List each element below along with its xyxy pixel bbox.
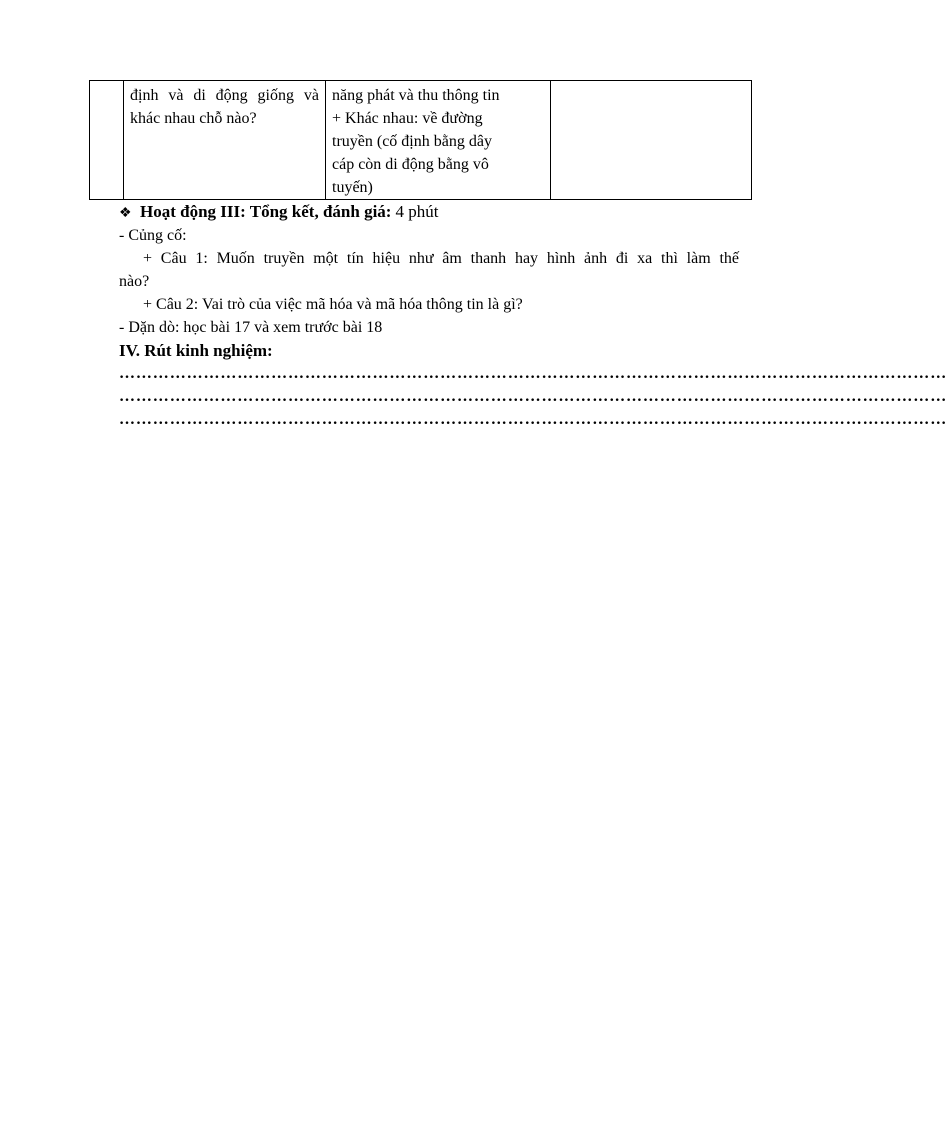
lesson-table	[89, 80, 752, 200]
question-1-line-1: + Câu 1: Muốn truyền một tín hiệu như âm thanh hay hình ảnh đi xa thì làm thế	[143, 250, 739, 267]
lesson-body	[119, 200, 947, 431]
answer-line: tuyến)	[332, 179, 373, 196]
dotted-line: …………………………………………………………………………………………………………………………………	[119, 411, 947, 428]
answer-line: năng phát và thu thông tin	[332, 87, 500, 104]
table-cell-answer	[326, 81, 551, 200]
activity-heading	[119, 200, 739, 224]
question-line: khác nhau chỗ nào?	[130, 110, 257, 127]
question-line: định và di động giống và	[130, 87, 319, 104]
homework-note: - Dặn dò: học bài 17 và xem trước bài 18	[119, 319, 383, 336]
question-1-line-2: nào?	[119, 273, 150, 290]
table-cell-question	[124, 81, 326, 200]
diamond-bullet-icon: ❖	[119, 206, 132, 221]
table-cell-step	[90, 81, 124, 200]
section-iv-title: IV. Rút kinh nghiệm:	[119, 341, 273, 360]
consolidation-label: - Củng cố:	[119, 227, 187, 244]
question-1	[119, 247, 739, 270]
answer-line: truyền (cố định bằng dây	[332, 133, 492, 150]
table-row	[90, 81, 752, 200]
answer-line: cáp còn di động bằng vô	[332, 156, 489, 173]
question-2: + Câu 2: Vai trò của việc mã hóa và mã hóa thông tin là gì?	[143, 296, 523, 313]
answer-line: + Khác nhau: về đường	[332, 110, 483, 127]
dotted-line: …………………………………………………………………………………………………………………………………	[119, 388, 947, 405]
activity-title: Hoạt động III: Tổng kết, đánh giá:	[140, 202, 392, 221]
activity-duration: 4 phút	[395, 202, 439, 221]
dotted-line: …………………………………………………………………………………………………………………………………	[119, 365, 947, 382]
table-cell-notes	[551, 81, 752, 200]
